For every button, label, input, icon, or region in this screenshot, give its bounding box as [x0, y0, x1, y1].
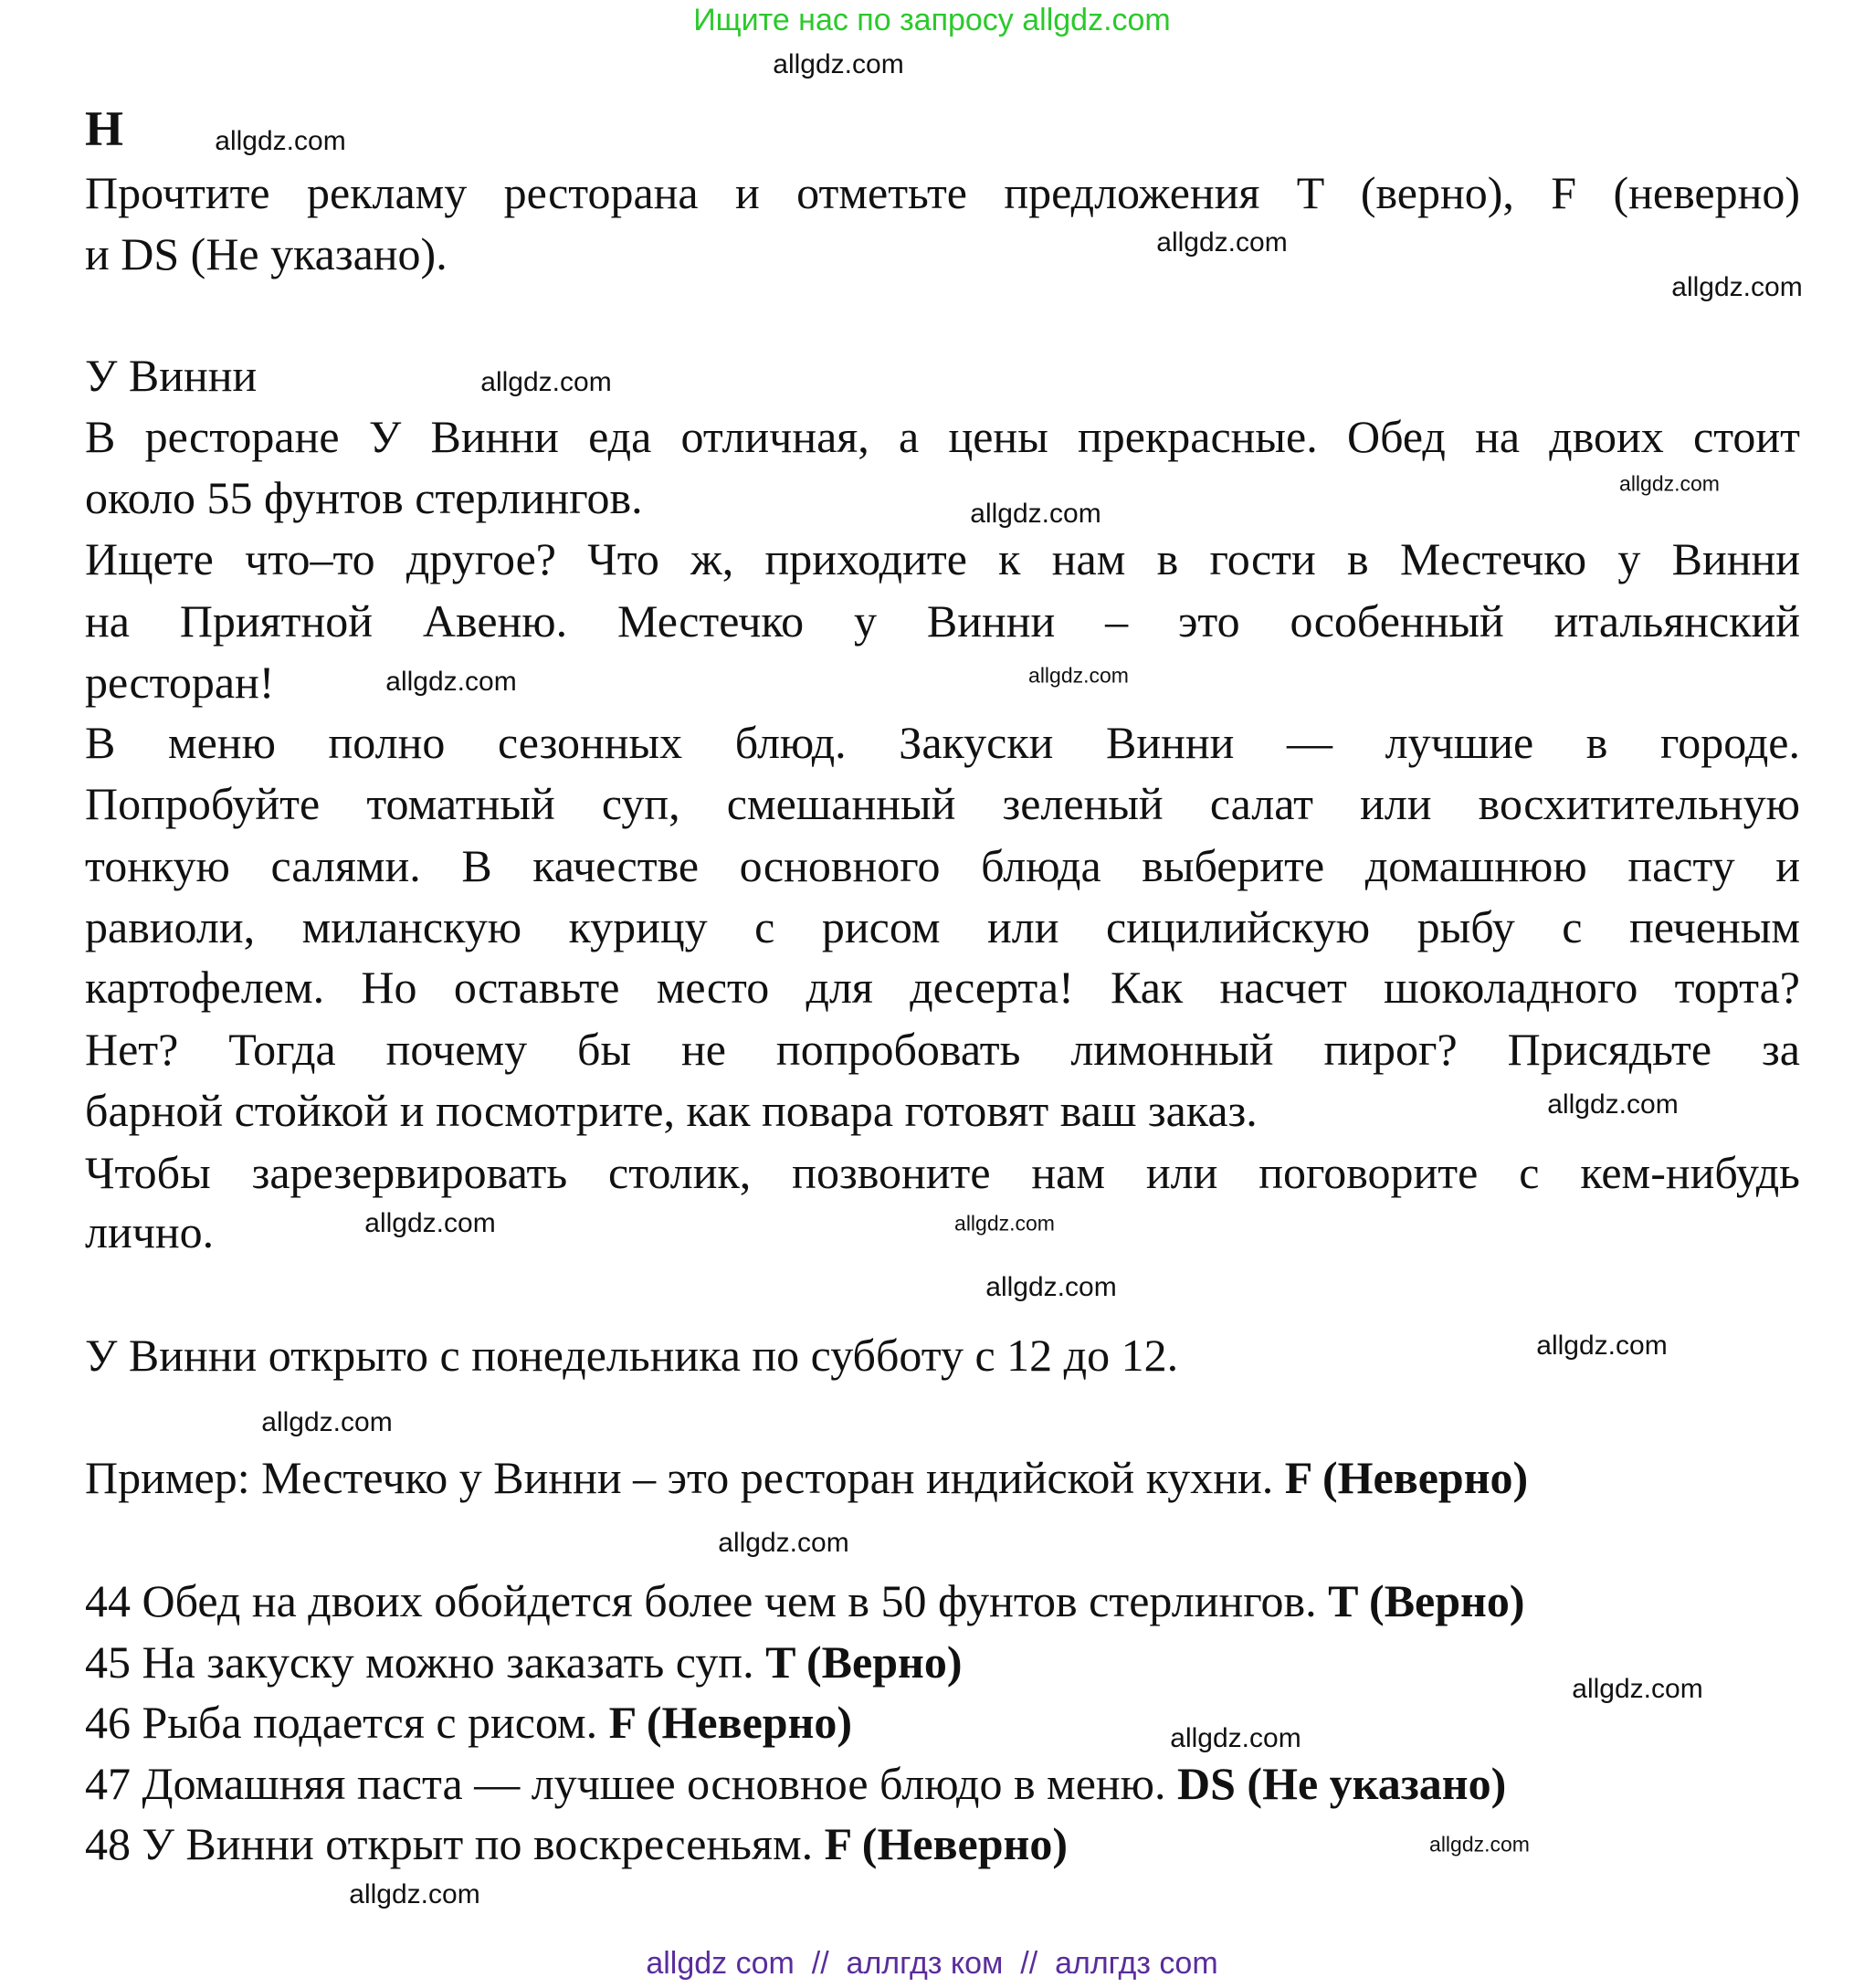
answer-text: 47 Домашняя паста — лучшее основное блюдо в меню. — [85, 1758, 1177, 1809]
answer-item — [85, 1636, 962, 1688]
footer-watermark: allgdz com // аллгдз ком // аллгдз com — [646, 1946, 1218, 1981]
ad-line: лично. — [85, 1206, 215, 1257]
opening-hours: У Винни открыто с понедельника по субботу с 12 до 12. — [85, 1330, 1179, 1381]
watermark: allgdz.com — [1156, 227, 1288, 258]
answer-item — [85, 1575, 1525, 1627]
ad-line: барной стойкой и посмотрите, как повара готовят ваш заказ. — [85, 1085, 1258, 1136]
instruction-line-2: и DS (Не указано). — [85, 228, 448, 279]
ad-line: В ресторане У Винни еда отличная, а цены прекрасные. Обед на двоих стоит — [85, 411, 1800, 462]
watermark: allgdz.com — [954, 1211, 1055, 1236]
answer-verdict: T (Верно) — [765, 1636, 963, 1688]
watermark: allgdz.com — [1429, 1832, 1530, 1857]
watermark: allgdz.com — [1170, 1723, 1301, 1753]
answer-item — [85, 1758, 1506, 1810]
answer-verdict: T (Верно) — [1328, 1575, 1525, 1626]
watermark: allgdz.com — [215, 126, 346, 156]
ad-line: Чтобы зарезервировать столик, позвоните нам или поговорите с кем-нибудь — [85, 1147, 1800, 1198]
example-answer: F (Неверно) — [1284, 1452, 1529, 1503]
watermark: allgdz.com — [480, 367, 612, 397]
watermark: allgdz.com — [1028, 663, 1129, 688]
answer-verdict: F (Неверно) — [608, 1697, 853, 1748]
watermark: allgdz.com — [385, 667, 517, 697]
ad-line: картофелем. Но оставьте место для десерта! Как насчет шоколадного торта? — [85, 962, 1800, 1013]
answer-text: 46 Рыба подается с рисом. — [85, 1697, 609, 1748]
ad-line: около 55 фунтов стерлингов. — [85, 472, 643, 523]
answer-text: 45 На закуску можно заказать суп. — [85, 1636, 766, 1688]
watermark: allgdz.com — [1547, 1089, 1679, 1120]
section-letter: H — [85, 101, 124, 156]
answer-verdict: F (Неверно) — [824, 1818, 1068, 1869]
answer-text: 44 Обед на двоих обойдется более чем в 50 фунтов стерлингов. — [85, 1575, 1329, 1626]
watermark: allgdz.com — [970, 499, 1101, 529]
ad-line: В меню полно сезонных блюд. Закуски Винни — лучшие в городе. — [85, 717, 1800, 768]
watermark: allgdz.com — [773, 49, 904, 79]
watermark: allgdz.com — [1671, 272, 1803, 302]
answer-item — [85, 1697, 852, 1749]
watermark: allgdz.com — [1619, 471, 1720, 496]
answer-verdict: DS (Не указано) — [1177, 1758, 1507, 1809]
ad-line: ресторан! — [85, 657, 275, 708]
answer-item — [85, 1818, 1068, 1870]
example-text: Пример: Местечко у Винни – это ресторан индийской кухни. — [85, 1452, 1285, 1503]
watermark: allgdz.com — [985, 1272, 1117, 1302]
ad-line: тонкую салями. В качестве основного блюда выберите домашнюю пасту и — [85, 840, 1800, 891]
ad-line: на Приятной Авеню. Местечко у Винни – это особенный итальянский — [85, 595, 1800, 647]
example-sentence — [85, 1452, 1528, 1504]
answer-text: 48 У Винни открыт по воскресеньям. — [85, 1818, 825, 1869]
watermark: allgdz.com — [261, 1407, 393, 1437]
watermark: allgdz.com — [364, 1208, 496, 1238]
watermark: allgdz.com — [1536, 1331, 1668, 1361]
search-banner: Ищите нас по запросу allgdz.com — [693, 3, 1171, 37]
watermark: allgdz.com — [718, 1528, 849, 1558]
ad-line: равиоли, миланскую курицу с рисом или сицилийскую рыбу с печеным — [85, 901, 1800, 952]
watermark: allgdz.com — [1572, 1674, 1703, 1704]
instruction-line-1: Прочтите рекламу ресторана и отметьте предложения T (верно), F (неверно) — [85, 167, 1800, 218]
ad-line: Нет? Тогда почему бы не попробовать лимонный пирог? Присядьте за — [85, 1024, 1800, 1075]
ad-title: У Винни — [85, 350, 258, 401]
watermark: allgdz.com — [349, 1879, 480, 1909]
ad-line: Ищете что–то другое? Что ж, приходите к нам в гости в Местечко у Винни — [85, 533, 1800, 584]
ad-line: Попробуйте томатный суп, смешанный зеленый салат или восхитительную — [85, 778, 1800, 829]
